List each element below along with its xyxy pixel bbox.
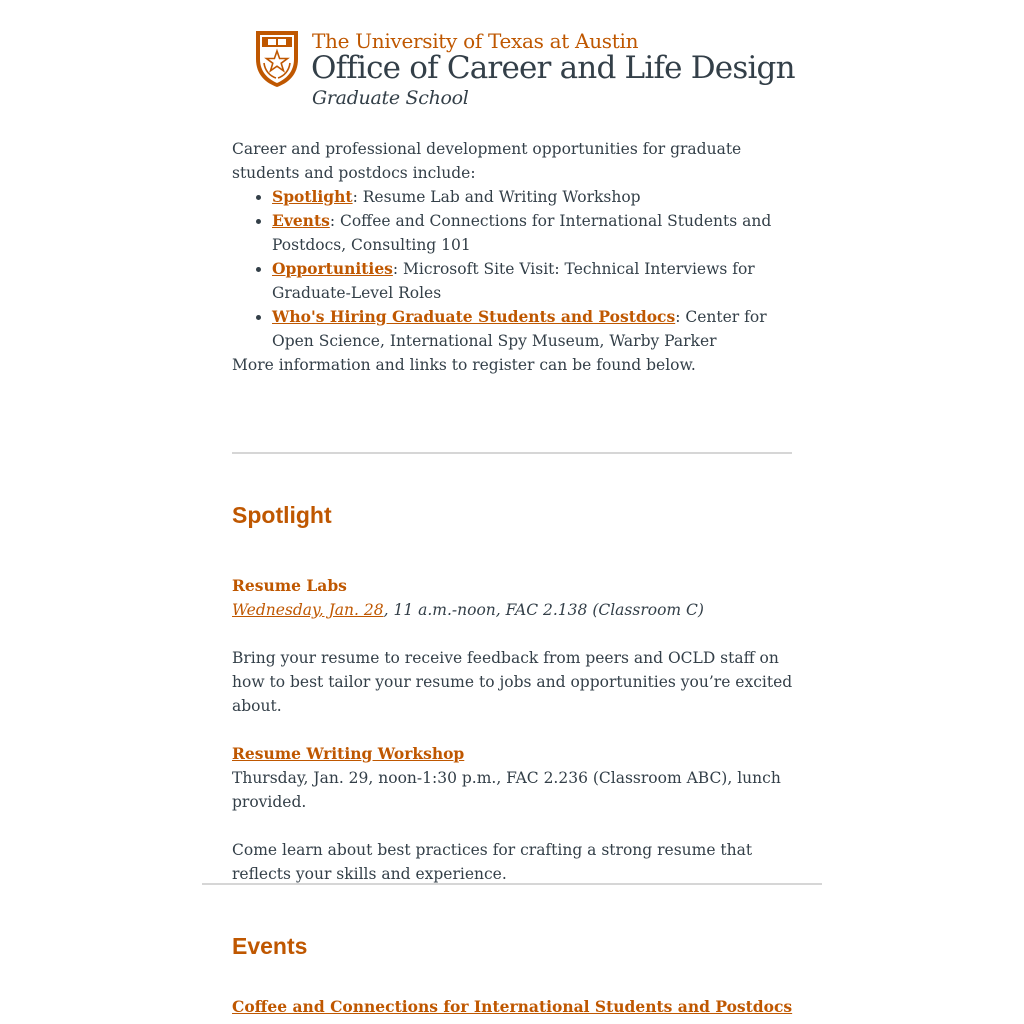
opportunities-link[interactable]: Opportunities <box>272 259 393 278</box>
intro-text: Career and professional development opportunities for graduate students and postdocs include: <box>232 140 742 182</box>
resume-workshop-description: Come learn about best practices for crafting a strong resume that reflects your skills and experience. <box>232 841 753 883</box>
coffee-connections-link[interactable]: Coffee and Connections for International Students and Postdocs <box>232 997 793 1016</box>
whos-hiring-link[interactable]: Who's Hiring Graduate Students and Postdocs <box>272 307 676 326</box>
ut-seal-icon <box>254 29 300 89</box>
spotlight-heading: Spotlight <box>232 502 332 528</box>
resume-labs-date <box>232 598 794 622</box>
list-item-text: : Microsoft Site Visit: Technical Interviews for Graduate-Level Roles <box>272 260 755 302</box>
spotlight-link[interactable]: Spotlight <box>272 187 353 206</box>
university-name: The University of Texas at Austin <box>312 29 639 53</box>
list-item <box>272 185 794 209</box>
ut-ocld-logo[interactable] <box>254 29 795 111</box>
resume-labs-title: Resume Labs <box>232 576 347 595</box>
school-name: Graduate School <box>312 87 469 109</box>
highlights-list <box>232 185 794 353</box>
events-heading: Events <box>232 933 308 959</box>
section-divider <box>232 452 792 454</box>
resume-workshop-details: Thursday, Jan. 29, noon-1:30 p.m., FAC 2.236 (Classroom ABC), lunch provided. <box>232 769 781 811</box>
list-item <box>272 305 794 353</box>
resume-labs-description: Bring your resume to receive feedback from peers and OCLD staff on how to best tailor your resume to jobs and opportunities you’re excited about. <box>232 649 793 715</box>
intro-section <box>232 137 794 377</box>
resume-workshop-link[interactable]: Resume Writing Workshop <box>232 744 465 763</box>
list-item <box>272 257 794 305</box>
spotlight-section <box>232 574 794 886</box>
more-info-text: More information and links to register can be found below. <box>232 356 696 374</box>
resume-labs-date-rest: , 11 a.m.-noon, FAC 2.138 (Classroom C) <box>383 601 704 619</box>
list-item-text: : Coffee and Connections for International Students and Postdocs, Consulting 101 <box>272 212 772 254</box>
events-link[interactable]: Events <box>272 211 330 230</box>
resume-labs-date-link[interactable]: Wednesday, Jan. 28 <box>232 601 384 619</box>
list-item-text: : Resume Lab and Writing Workshop <box>352 188 641 206</box>
list-item <box>272 209 794 257</box>
list-item-text: : Center for Open Science, International Spy Museum, Warby Parker <box>272 308 767 350</box>
section-divider <box>202 883 822 885</box>
office-name: Office of Career and Life Design <box>311 50 795 86</box>
